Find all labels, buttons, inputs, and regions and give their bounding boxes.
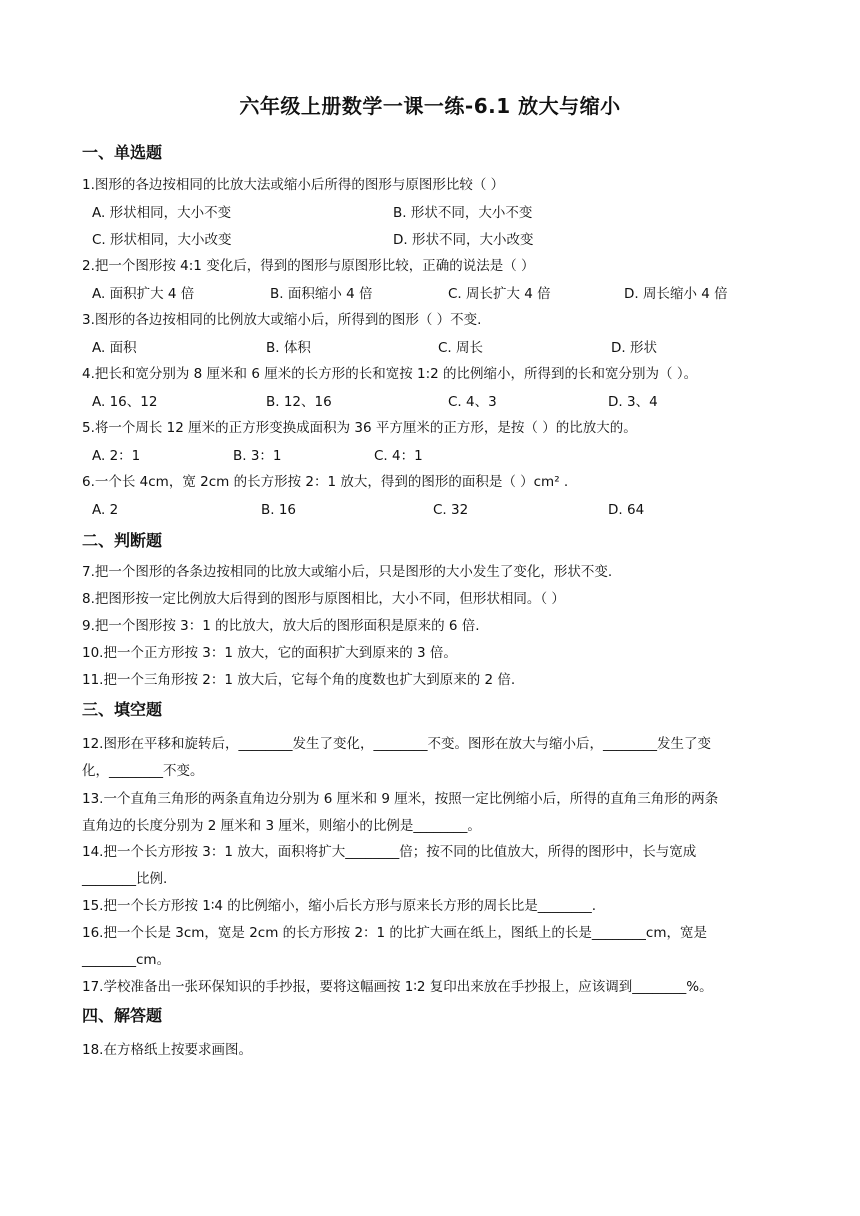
q5-option-a: A. 2：1 xyxy=(92,448,141,464)
question-1: 1.图形的各边按相同的比放大法或缩小后所得的图形与原图形比较（ ） xyxy=(82,177,505,193)
question-7: 7.把一个图形的各条边按相同的比放大或缩小后，只是图形的大小发生了变化，形状不变. xyxy=(82,564,613,580)
page-title: 六年级上册数学一课一练-6.1 放大与缩小 xyxy=(239,94,621,118)
q4-option-c: C. 4、3 xyxy=(448,394,497,410)
q4-option-a: A. 16、12 xyxy=(92,394,158,410)
question-11: 11.把一个三角形按 2：1 放大后，它每个角的度数也扩大到原来的 2 倍. xyxy=(82,672,516,688)
question-5: 5.将一个周长 12 厘米的正方形变换成面积为 36 平方厘米的正方形，是按（ ）的比放大的。 xyxy=(82,420,637,436)
q3-option-d: D. 形状 xyxy=(611,340,657,356)
q6-option-d: D. 64 xyxy=(608,502,645,518)
question-13-line-2: 直角边的长度分别为 2 厘米和 3 厘米，则缩小的比例是________。 xyxy=(82,818,481,834)
q3-option-a: A. 面积 xyxy=(92,340,137,356)
question-2: 2.把一个图形按 4:1 变化后，得到的图形与原图形比较，正确的说法是（ ） xyxy=(82,258,535,274)
q2-option-a: A. 面积扩大 4 倍 xyxy=(92,286,195,302)
q4-option-d: D. 3、4 xyxy=(608,394,658,410)
question-14-line-2: ________比例. xyxy=(82,871,168,887)
question-17: 17.学校准备出一张环保知识的手抄报，要将这幅画按 1∶2 复印出来放在手抄报上，应该调到________%。 xyxy=(82,979,713,995)
question-15: 15.把一个长方形按 1∶4 的比例缩小，缩小后长方形与原来长方形的周长比是________. xyxy=(82,898,597,914)
section-heading-answer: 四、解答题 xyxy=(82,1006,163,1025)
question-12-line-2: 化，________不变。 xyxy=(82,763,204,779)
question-4: 4.把长和宽分别为 8 厘米和 6 厘米的长方形的长和宽按 1:2 的比例缩小，所得到的长和宽分别为（ ）。 xyxy=(82,366,698,382)
q2-option-c: C. 周长扩大 4 倍 xyxy=(448,286,551,302)
section-heading-single-choice: 一、单选题 xyxy=(82,143,163,162)
question-12-line-1: 12.图形在平移和旋转后，________发生了变化，________不变。图形在放大与缩小后，________发生了变 xyxy=(82,736,711,752)
q1-option-c: C. 形状相同，大小改变 xyxy=(92,232,232,248)
question-16-line-1: 16.把一个长是 3cm，宽是 2cm 的长方形按 2：1 的比扩大画在纸上，图纸上的长是________cm，宽是 xyxy=(82,925,708,941)
question-3: 3.图形的各边按相同的比例放大或缩小后，所得到的图形（ ）不变. xyxy=(82,312,482,328)
question-9: 9.把一个图形按 3：1 的比放大，放大后的图形面积是原来的 6 倍. xyxy=(82,618,480,634)
section-heading-true-false: 二、判断题 xyxy=(82,531,163,550)
question-14-line-1: 14.把一个长方形按 3：1 放大，面积将扩大________倍；按不同的比值放大，所得的图形中，长与宽成 xyxy=(82,844,697,860)
q4-option-b: B. 12、16 xyxy=(266,394,332,410)
q1-option-a: A. 形状相同，大小不变 xyxy=(92,205,232,221)
q1-option-b: B. 形状不同，大小不变 xyxy=(393,205,533,221)
q1-option-d: D. 形状不同，大小改变 xyxy=(393,232,534,248)
question-13-line-1: 13.一个直角三角形的两条直角边分别为 6 厘米和 9 厘米，按照一定比例缩小后，所得的直角三角形的两条 xyxy=(82,791,719,807)
q2-option-b: B. 面积缩小 4 倍 xyxy=(270,286,373,302)
q3-option-c: C. 周长 xyxy=(438,340,484,356)
q3-option-b: B. 体积 xyxy=(266,340,311,356)
question-8: 8.把图形按一定比例放大后得到的图形与原图相比，大小不同，但形状相同。（ ） xyxy=(82,591,565,607)
q6-option-b: B. 16 xyxy=(261,502,297,518)
q6-option-a: A. 2 xyxy=(92,502,119,518)
q2-option-d: D. 周长缩小 4 倍 xyxy=(624,286,728,302)
question-10: 10.把一个正方形按 3：1 放大，它的面积扩大到原来的 3 倍。 xyxy=(82,645,457,661)
section-heading-fill-in: 三、填空题 xyxy=(82,700,163,719)
question-6: 6.一个长 4cm，宽 2cm 的长方形按 2：1 放大，得到的图形的面积是（ ）cm² . xyxy=(82,474,569,490)
q5-option-c: C. 4：1 xyxy=(374,448,423,464)
question-16-line-2: ________cm。 xyxy=(82,952,171,968)
q6-option-c: C. 32 xyxy=(433,502,469,518)
q5-option-b: B. 3：1 xyxy=(233,448,282,464)
question-18: 18.在方格纸上按要求画图。 xyxy=(82,1042,252,1058)
